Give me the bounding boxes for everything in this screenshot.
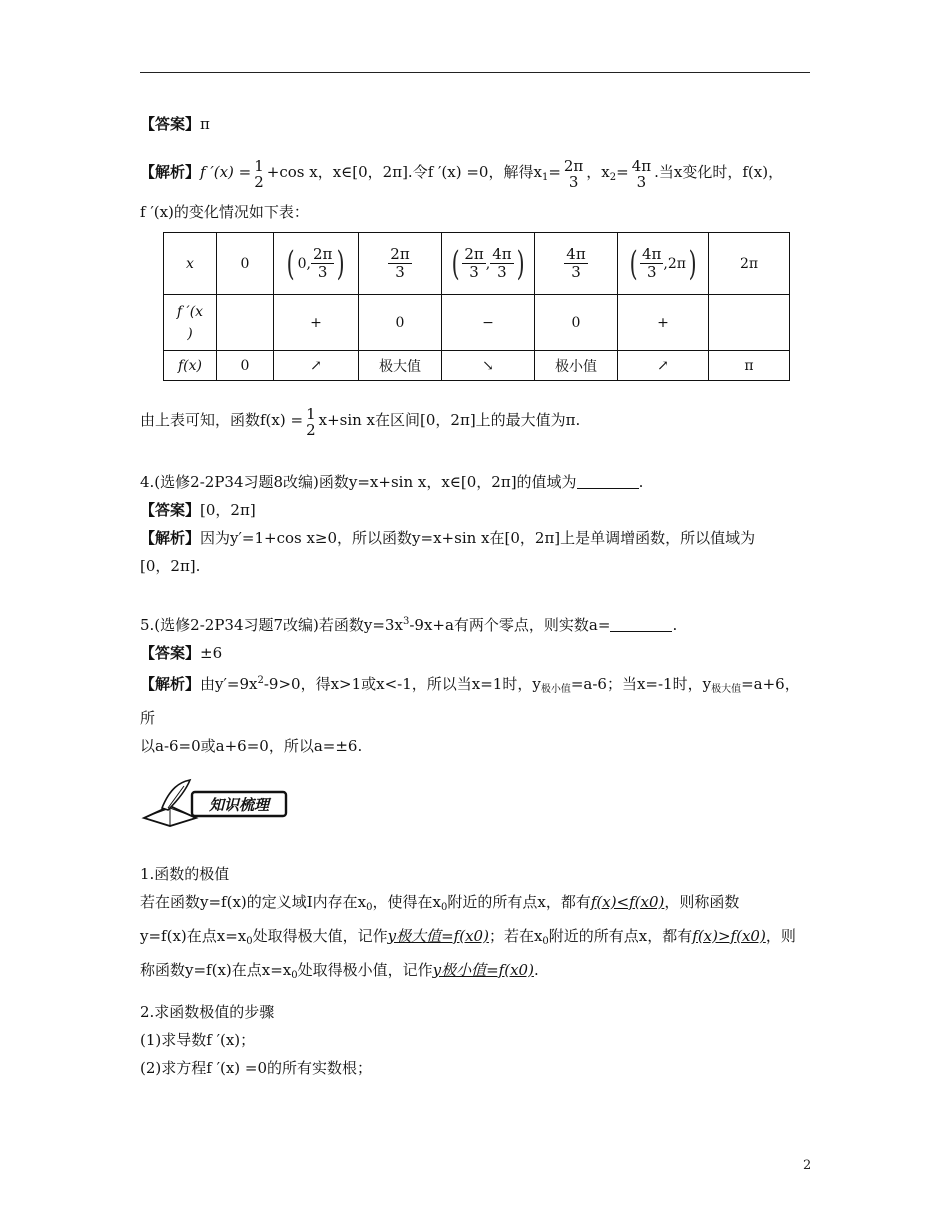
fraction-2pi-3: 2π 3 <box>563 157 584 191</box>
answer-line <box>140 110 810 138</box>
cell-x-label: x <box>164 233 217 295</box>
q5-answer-blank <box>610 617 672 632</box>
answer-label: 【答案】 <box>140 115 201 133</box>
table-row-f: f(x) 0 ↗ 极大值 ↘ 极小值 ↗ π <box>164 351 790 381</box>
fraction-half-2: 1 2 <box>306 405 316 439</box>
cell-interval-2: ( 2π 3 , 4π 3 ) <box>442 233 535 295</box>
section-2 <box>140 998 810 1082</box>
underlined-max: y极大值=f(x0) <box>387 927 489 945</box>
cell-fprime-label: f ′(x ) <box>164 295 217 351</box>
section-2-title: 2.求函数极值的步骤 <box>140 1003 275 1021</box>
q4-explanation: 【解析】因为y′=1+cos x≥0，所以函数y=x+sin x在[0，2π]上是单调增函数，所以值域为 <box>140 529 756 547</box>
table-row-fprime: f ′(x ) + 0 − 0 + <box>164 295 790 351</box>
question-4: 4.(选修2-2P34习题8改编)函数y=x+sin x，x∈[0，2π]的值域为 . 【答案】[0，2π] 【解析】因为y′=1+cos x≥0，所以函数y=x+sin x在[0，2π]上是单调增函数，所以值域为 [0，2π]. <box>140 468 810 580</box>
q5-stem: 5.(选修2-2P34习题7改编)若函数$y=3x^3-9x+a$有两个零点，则实数a= . <box>140 616 678 634</box>
q4-answer: 【答案】[0，2π] <box>140 501 256 519</box>
fraction-4pi-3: 4π 3 <box>631 157 652 191</box>
cell-interval-3: ( 4π 3 ,2π ) <box>618 233 709 295</box>
expr-fprime: f ′(x) = <box>200 163 252 181</box>
cell-f-label: f(x) <box>164 351 217 381</box>
cell-2pi-3: $\frac{2\pi}{3}$ <box>359 233 442 295</box>
fraction-half: 1 2 <box>254 157 264 191</box>
section-1-title: 1.函数的极值 <box>140 865 230 883</box>
conclusion-line: 由上表可知，函数f(x) = 1 2 x+sin x在区间[0，2π]上的最大值为π. <box>140 405 581 439</box>
variation-table <box>163 232 790 381</box>
knowledge-summary-logo <box>140 778 290 828</box>
table-row-x: x 0 ( 0, 2π 3 ) $\frac{2\pi}{3}$ ( 2π 3 , 4π 3 ) $\frac{4\pi}{3}$ ( 4π 3 ,2π ) 2π <box>164 233 790 295</box>
cell-interval-1: ( 0, 2π 3 ) <box>274 233 359 295</box>
logo-text: 知识梳理 <box>208 796 270 814</box>
step-2: (2)求方程f ′(x) =0的所有实数根； <box>140 1059 373 1077</box>
section-1: 1.函数的极值 若在函数y=f(x)的定义域I内存在$x_0$，使得在$x_0$附近的所有点x，都有f(x)<f(x0)，则称函数 y=f(x)在点$x=x_0$处取得极大值，记作y极大值=f(x0)；若在$x_0$附近的所有点x，都有f(x)>f(x0)，则 称函数y=f(x)在点$x=x_0$处取得极小值，记作y极小值=f(x0). <box>140 860 810 990</box>
answer-value: π <box>200 115 210 133</box>
q5-explanation: 【解析】由$y'=9x^2-9>0$，得x>1或x<-1，所以当x=1时，$y_{极小值}=a-6$；当x=-1时，$y_{极大值}=a+6$，所 <box>140 675 800 727</box>
explanation-label: 【解析】 <box>140 163 201 181</box>
page-number: 2 <box>803 1158 812 1173</box>
expr-cos: +cos x，x∈[0，2π].令f ′(x) =0，解得x <box>266 163 542 181</box>
q4-stem: 4.(选修2-2P34习题8改编)函数y=x+sin x，x∈[0，2π]的值域为 . <box>140 473 644 491</box>
underlined-condition-1: f(x)<f(x0) <box>590 893 665 911</box>
q4-answer-blank <box>577 474 639 489</box>
table-intro: f ′(x)的变化情况如下表： <box>140 203 309 221</box>
cell-4pi-3: $\frac{4\pi}{3}$ <box>535 233 618 295</box>
header-rule <box>140 72 810 73</box>
underlined-min: y极小值=f(x0) <box>432 961 534 979</box>
underlined-condition-2: f(x)>f(x0) <box>692 927 766 945</box>
explanation-line: 【解析】f ′(x) = 1 2 +cos x，x∈[0，2π].令f ′(x) =0，解得$x_1=$ 2π 3 ，$x_2=$ 4π 3 .当x变化时，f(x)， <box>140 157 784 191</box>
book-pen-icon <box>140 778 290 828</box>
q5-answer: 【答案】±6 <box>140 644 223 662</box>
step-1: (1)求导数f ′(x)； <box>140 1031 256 1049</box>
question-5: 5.(选修2-2P34习题7改编)若函数$y=3x^3-9x+a$有两个零点，则实数a= . 【答案】±6 【解析】由$y'=9x^2-9>0$，得x>1或x<-1，所以当x=1时，$y_{极小值}=a-6$；当x=-1时，$y_{极大值}=a+6$，所 以a-6=0或a+6=0，所以a=±6. <box>140 608 810 760</box>
